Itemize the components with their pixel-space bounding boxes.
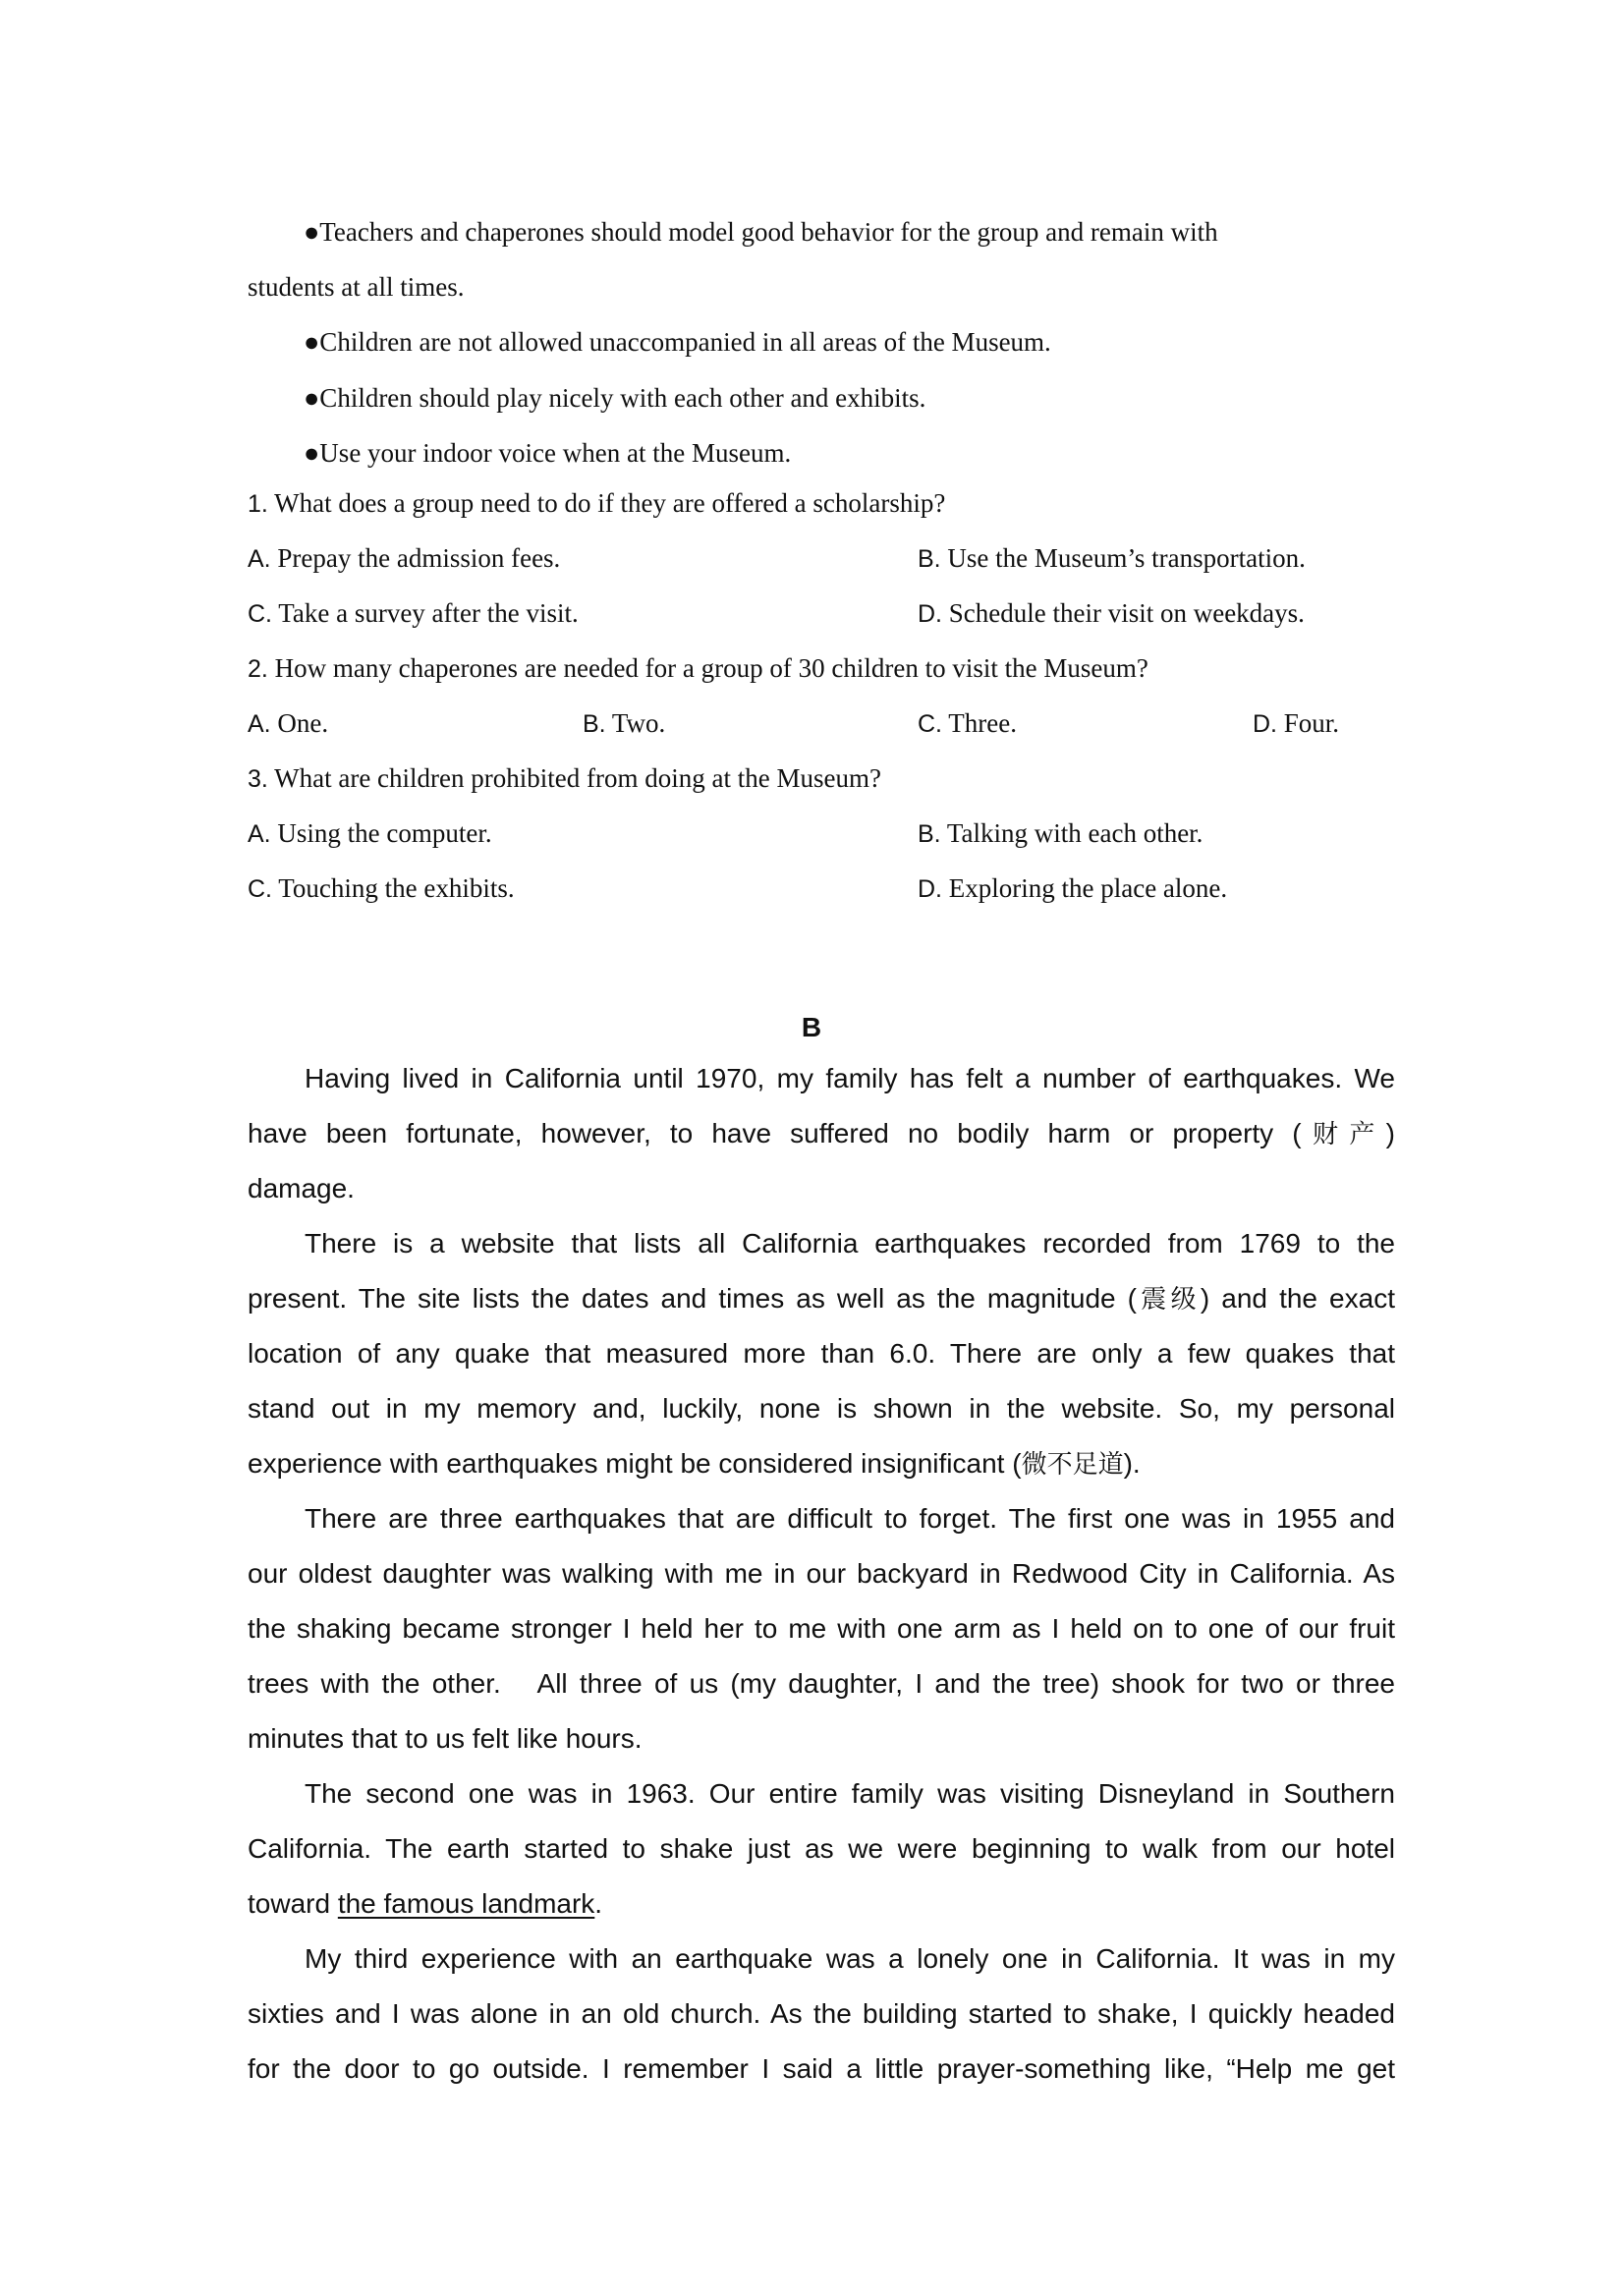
question-text: What does a group need to do if they are offered a scholarship?	[274, 488, 946, 518]
p2-line-1: There is a website that lists all California earthquakes recorded from 1769 to the	[305, 1228, 1395, 1259]
option-letter: B.	[918, 545, 941, 573]
p2-line-2-text-b: ) and the exact	[1200, 1283, 1395, 1314]
p3-line-3: the shaking became stronger I held her to me with one arm as I held on to one of our fruit	[248, 1613, 1395, 1644]
p1-line-2	[248, 1116, 1395, 1152]
p4-line-3-end: .	[594, 1888, 603, 1919]
q1-option-d	[918, 595, 1305, 632]
p1-line-2-text: have been fortunate, however, to have suffered no bodily harm or property (	[248, 1118, 1302, 1148]
p3-line-1: There are three earthquakes that are difficult to forget. The first one was in 1955 and	[305, 1503, 1395, 1534]
option-letter: C.	[248, 600, 272, 628]
option-text: Exploring the place alone.	[948, 873, 1228, 903]
q2-option-d	[1253, 705, 1339, 742]
q2-option-c	[918, 705, 1017, 742]
option-text: Prepay the admission fees.	[277, 543, 561, 573]
option-letter: C.	[248, 875, 272, 903]
option-text: Talking with each other.	[946, 818, 1203, 848]
p2-chinese-gloss: 震级	[1137, 1285, 1201, 1315]
option-text: Touching the exhibits.	[278, 873, 515, 903]
question-3	[248, 760, 881, 797]
q1-option-a	[248, 540, 560, 577]
p2-line-4: stand out in my memory and, luckily, none is shown in the website. So, my personal	[248, 1393, 1395, 1424]
question-text: How many chaperones are needed for a group of 30 children to visit the Museum?	[274, 653, 1148, 683]
p5-line-1: My third experience with an earthquake was a lonely one in California. It was in my	[305, 1943, 1395, 1974]
question-2	[248, 650, 1148, 687]
option-letter: A.	[248, 710, 271, 738]
p4-line-2: California. The earth started to shake just as we were beginning to walk from our hotel	[248, 1833, 1395, 1864]
option-letter: D.	[1253, 710, 1277, 738]
option-text: Use the Museum’s transportation.	[947, 543, 1306, 573]
p3-line-2: our oldest daughter was walking with me in our backyard in Redwood City in California. As	[248, 1558, 1395, 1589]
question-number: 2.	[248, 655, 268, 683]
rule-2: ●Children are not allowed unaccompanied in all areas of the Museum.	[304, 327, 1051, 357]
question-text: What are children prohibited from doing at the Museum?	[274, 763, 881, 793]
option-letter: D.	[918, 600, 942, 628]
option-text: Two.	[611, 708, 666, 738]
p2-line-5-end: ).	[1123, 1448, 1141, 1479]
option-text: Take a survey after the visit.	[278, 598, 579, 628]
rule-3: ●Children should play nicely with each other and exhibits.	[304, 383, 926, 413]
option-letter: B.	[583, 710, 606, 738]
p3-line-4: trees with the other. All three of us (my daughter, I and the tree) shook for two or three	[248, 1668, 1395, 1699]
question-number: 1.	[248, 490, 268, 518]
q3-option-b	[918, 815, 1203, 852]
question-1	[248, 485, 945, 522]
p5-line-3: for the door to go outside. I remember I said a little prayer-something like, “Help me get	[248, 2053, 1395, 2084]
option-text: One.	[277, 708, 329, 738]
rule-1-line-2: students at all times.	[248, 272, 465, 302]
option-text: Schedule their visit on weekdays.	[948, 598, 1305, 628]
q3-option-a	[248, 815, 492, 852]
q3-option-d	[918, 870, 1227, 907]
rule-1-line-1: ●Teachers and chaperones should model good behavior for the group and remain with	[304, 217, 1218, 247]
option-letter: D.	[918, 875, 942, 903]
option-letter: C.	[918, 710, 942, 738]
p2-line-2-text-a: present. The site lists the dates and times as well as the magnitude (	[248, 1283, 1138, 1314]
p4-line-1: The second one was in 1963. Our entire family was visiting Disneyland in Southern	[305, 1778, 1395, 1809]
q3-option-c	[248, 870, 515, 907]
p2-chinese-gloss-2: 微不足道	[1021, 1450, 1124, 1480]
p4-line-3-text: toward	[248, 1888, 338, 1919]
p1-line-1: Having lived in California until 1970, my family has felt a number of earthquakes. We	[305, 1063, 1395, 1093]
p4-line-3	[248, 1886, 602, 1922]
p2-line-2	[248, 1281, 1395, 1317]
p1-chinese-gloss: 财产	[1301, 1120, 1386, 1149]
q1-option-c	[248, 595, 579, 632]
underlined-phrase: the famous landmark	[337, 1888, 595, 1919]
q1-option-b	[918, 540, 1306, 577]
option-text: Four.	[1283, 708, 1340, 738]
option-letter: A.	[248, 545, 271, 573]
rule-4: ●Use your indoor voice when at the Museum.	[304, 438, 792, 468]
p1-close-paren: )	[1385, 1118, 1395, 1148]
option-letter: B.	[918, 820, 941, 848]
p3-line-5: minutes that to us felt like hours.	[248, 1723, 643, 1754]
p2-line-5-text: experience with earthquakes might be considered insignificant (	[248, 1448, 1022, 1479]
q2-option-b	[583, 705, 665, 742]
q2-option-a	[248, 705, 328, 742]
p2-line-5	[248, 1446, 1141, 1483]
p5-line-2: sixties and I was alone in an old church. As the building started to shake, I quickly headed	[248, 1998, 1395, 2029]
option-text: Using the computer.	[277, 818, 492, 848]
p2-line-3: location of any quake that measured more than 6.0. There are only a few quakes that	[248, 1338, 1395, 1369]
option-letter: A.	[248, 820, 271, 848]
section-b-heading: B	[801, 1012, 822, 1042]
p1-line-3: damage.	[248, 1173, 355, 1204]
question-number: 3.	[248, 765, 268, 793]
option-text: Three.	[948, 708, 1017, 738]
